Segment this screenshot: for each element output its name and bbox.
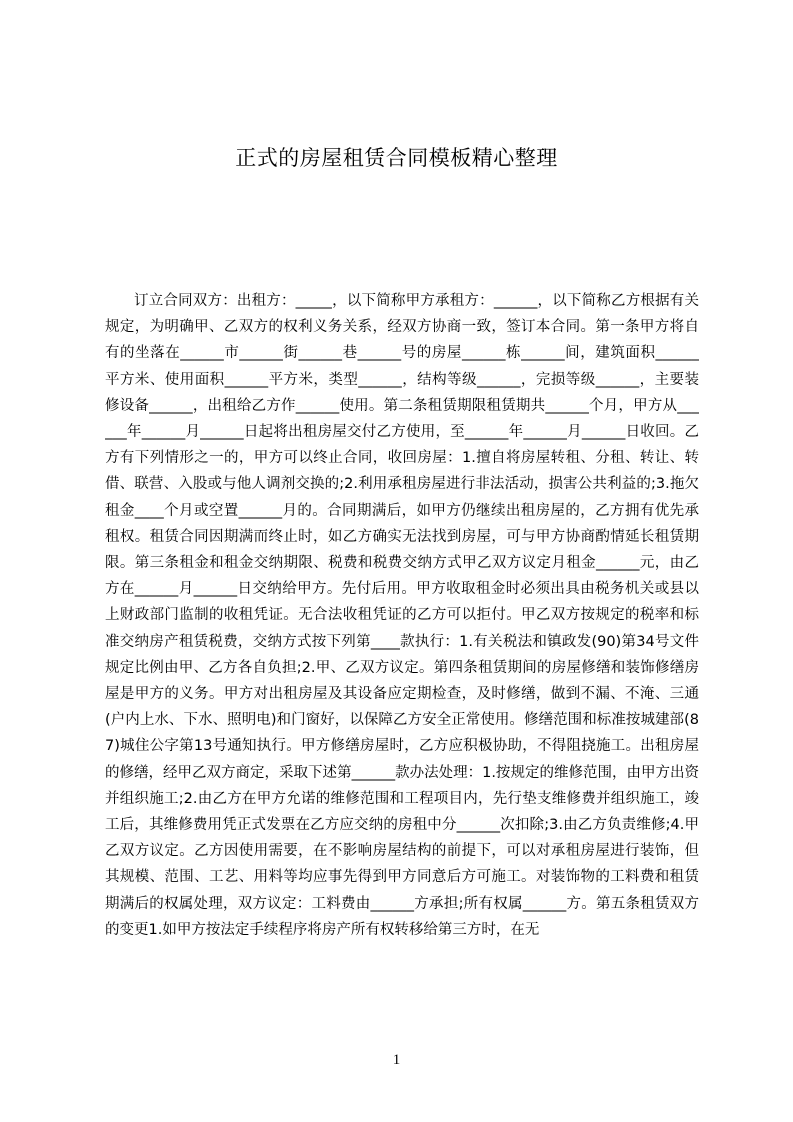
document-body: 订立合同双方：出租方：_____，以下简称甲方承租方：______，以下简称乙方根据有关规定，为明确甲、乙双方的权利义务关系，经双方协商一致，签订本合同。第一条甲方将自有的坐落在______市______街______巷______号的房屋______栋______间，建筑面积______平方米、使用面积______平方米，类型______，结构等级______，完损等级______，主要装修设备______，出租给乙方作______使用。第二条租赁期限租赁期共______个月，甲方从______年______月______日起将出租房屋交付乙方使用，至______年______月______日收回。乙方有下列情形之一的，甲方可以终止合同，收回房屋：1.擅自将房屋转租、分租、转让、转借、联营、入股或与他人调剂交换的;2.利用承租房屋进行非法活动，损害公共利益的;3.拖欠租金____个月或空置______月的。合同期满后，如甲方仍继续出租房屋的，乙方拥有优先承租权。租赁合同因期满而终止时，如乙方确实无法找到房屋，可与甲方协商酌情延长租赁期限。第三条租金和租金交纳期限、税费和税费交纳方式甲乙双方议定月租金______元，由乙方在______月______日交纳给甲方。先付后用。甲方收取租金时必须出具由税务机关或县以上财政部门监制的收租凭证。无合法收租凭证的乙方可以拒付。甲乙双方按规定的税率和标准交纳房产租赁税费，交纳方式按下列第____款执行：1.有关税法和镇政发(90)第34号文件规定比例由甲、乙方各自负担;2.甲、乙双方议定。第四条租赁期间的房屋修缮和装饰修缮房屋是甲方的义务。甲方对出租房屋及其设备应定期检查，及时修缮，做到不漏、不淹、三通(户内上水、下水、照明电)和门窗好，以保障乙方安全正常使用。修缮范围和标准按城建部(87)城住公字第13号通知执行。甲方修缮房屋时，乙方应积极协助，不得阻挠施工。出租房屋的修缮，经甲乙双方商定，采取下述第______款办法处理：1.按规定的维修范围，由甲方出资并组织施工;2.由乙方在甲方允诺的维修范围和工程项目内，先行垫支维修费并组织施工，竣工后，其维修费用凭正式发票在乙方应交纳的房租中分______次扣除;3.由乙方负责维修;4.甲乙双方议定。乙方因使用需要，在不影响房屋结构的前提下，可以对承租房屋进行装饰，但其规模、范围、工艺、用料等均应事先得到甲方同意后方可施工。对装饰物的工料费和租赁期满后的权属处理，双方议定：工料费由______方承担;所有权属______方。第五条租赁双方的变更1.如甲方按法定手续程序将房产所有权转移给第三方时，在无 (105, 293, 699, 938)
page-number: 1 (392, 1052, 401, 1068)
document-title: 正式的房屋租赁合同模板精心整理 (235, 146, 558, 170)
